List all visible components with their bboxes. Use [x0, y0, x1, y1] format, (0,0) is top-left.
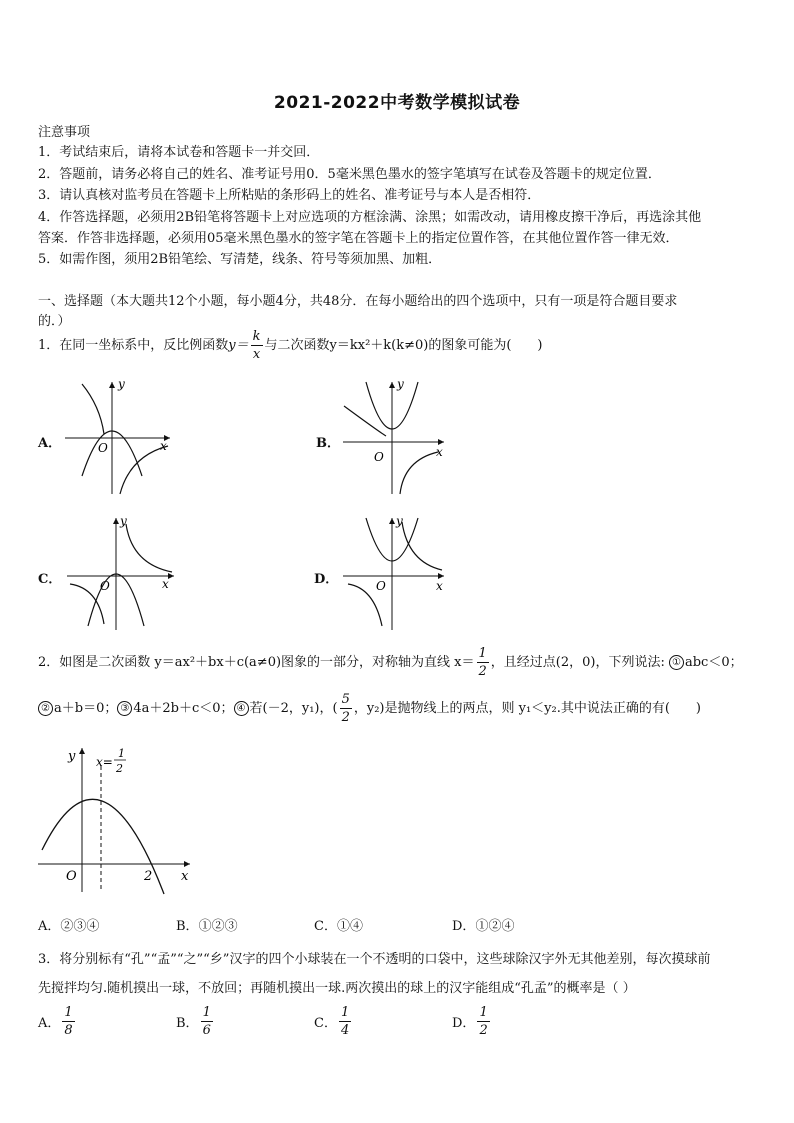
q3-choice-d-label: D． [452, 1016, 476, 1031]
q2-choice-c-label: C． [314, 919, 337, 934]
q2-stem-line2 [38, 693, 701, 724]
q3-b-num: 1 [202, 1005, 211, 1020]
y-label: y [120, 514, 127, 528]
q3-choice-b[interactable] [176, 1006, 215, 1037]
q2-s1: abc＜0； [684, 655, 743, 670]
notice-heading: 注意事项 [38, 125, 91, 140]
q2-choice-a-label: A． [38, 919, 61, 934]
q2-prefix: 2．如图是二次函数 y＝ax²＋bx＋c(a≠0)图象的一部分，对称轴为直线 x＝ [38, 655, 475, 670]
q1-graph-c[interactable] [62, 514, 182, 634]
section-heading: 一、选择题（本大题共12个小题，每小题4分，共48分．在每小题给出的四个选项中，只有一项是符合题目要求 [38, 294, 678, 309]
notice-item-4: 4．作答选择题，必须用2B铅笔将答题卡上对应选项的方框涂满、涂黑；如需改动，请用橡皮擦干净后，再选涂其他 [38, 210, 702, 225]
q2-choice-c[interactable] [314, 915, 363, 934]
y-arrow [79, 748, 85, 754]
origin-label: O [66, 869, 77, 884]
q3-a-den: 8 [64, 1023, 73, 1038]
q3-a-num: 1 [64, 1005, 73, 1020]
q2-s5: ，y₂)是抛物线上的两点，则 y₁＜y₂.其中说法正确的有( ) [353, 701, 701, 716]
origin-label: O [376, 579, 386, 593]
q3-choice-b-frac [201, 1006, 213, 1037]
q1-graph-d[interactable] [338, 514, 450, 634]
x-arrow [184, 861, 190, 867]
q2-choice-d-value: ①②④ [475, 919, 515, 934]
q2-s2: a＋b＝0； [54, 701, 118, 716]
x-label: x [436, 445, 443, 459]
notice-item-4-cont: 答案．作答非选择题，必须用05毫米黑色墨水的签字笔在答题卡上的指定位置作答，在其他位置作答一律无效． [38, 231, 679, 246]
q2-stem-line1 [38, 647, 743, 678]
y-arrow [389, 382, 395, 388]
y-label: y [396, 514, 403, 528]
q1-graph-b[interactable] [338, 376, 450, 498]
circle-3-icon: ③ [117, 701, 132, 716]
q3-stem-line1: 3．将分别标有“孔”“孟”“之”“乡”汉字的四个小球装在一个不透明的口袋中，这些球除汉字外无其他差别，每次摸球前 [38, 952, 711, 967]
q2-choice-b-value: ①②③ [198, 919, 238, 934]
hyperbola-branch-1 [82, 384, 104, 434]
q2-choice-d[interactable] [452, 915, 514, 934]
q2-frac-five-halves [340, 693, 352, 724]
q1-frac-num: k [252, 329, 261, 344]
q3-b-den: 6 [202, 1023, 211, 1038]
y-label: y [118, 377, 125, 391]
hyperbola-branch-2 [126, 524, 172, 572]
q2-frac1-num: 1 [478, 646, 487, 661]
q2-choice-b-label: B． [176, 919, 199, 934]
q3-choice-b-label: B． [176, 1016, 199, 1031]
q3-choice-d[interactable] [452, 1006, 492, 1037]
q2-s3: 4a＋2b＋c＜0； [133, 701, 234, 716]
q3-choice-c-label: C． [314, 1016, 337, 1031]
q2-choice-a-value: ②③④ [60, 919, 100, 934]
q1-graph-a[interactable] [60, 376, 180, 498]
x-label: x [162, 577, 169, 591]
symmetry-label: x= [96, 755, 113, 769]
notice-item-3: 3．请认真核对监考员在答题卡上所粘贴的条形码上的姓名、准考证号与本人是否相符． [38, 188, 541, 203]
hyperbola-branch-2 [400, 452, 438, 494]
hyperbola-branch-2 [120, 446, 168, 494]
q2-mid: ，且经过点(2，0)，下列说法: [490, 655, 669, 670]
origin-label: O [100, 579, 110, 593]
q2-s4: 若(－2，y₁)，( [249, 701, 338, 716]
notice-item-1: 1．考试结束后，请将本试卷和答题卡一并交回． [38, 145, 320, 160]
y-arrow [109, 382, 115, 388]
q1-option-a-label[interactable]: A． [38, 436, 62, 451]
q3-choice-c[interactable] [314, 1006, 353, 1037]
y-label: y [68, 749, 76, 764]
symmetry-num: 1 [118, 747, 125, 760]
q1-option-c-label[interactable]: C． [38, 572, 62, 587]
circle-4-icon: ④ [234, 701, 249, 716]
q3-choice-d-frac [477, 1006, 489, 1037]
q1-option-d-label[interactable]: D． [314, 572, 339, 587]
q1-prefix: 1．在同一坐标系中，反比例函数 [38, 338, 229, 353]
x-label: x [436, 579, 443, 593]
origin-label: O [98, 441, 108, 455]
q2-parabola-graph [34, 740, 194, 896]
hyperbola-branch-1 [70, 584, 104, 624]
q2-choice-a[interactable] [38, 915, 99, 934]
q3-d-den: 2 [479, 1023, 488, 1038]
y-label: y [397, 377, 404, 391]
q2-frac-half [477, 647, 489, 678]
y-arrow [113, 518, 119, 524]
y-arrow [389, 518, 395, 524]
q3-choice-a-frac [62, 1006, 74, 1037]
section-heading-cont: 的．） [38, 314, 71, 329]
q1-y-eq: y＝ [228, 338, 249, 353]
q2-choice-b[interactable] [176, 915, 238, 934]
root-label: 2 [144, 869, 153, 884]
q3-choice-a-label: A． [38, 1016, 61, 1031]
q2-frac1-den: 2 [478, 664, 487, 679]
page-title: 2021-2022中考数学模拟试卷 [273, 93, 521, 113]
q1-suffix: 与二次函数y＝kx²＋k(k≠0)的图象可能为( ) [264, 338, 543, 353]
circle-1-icon: ① [669, 655, 684, 670]
q1-fraction [251, 330, 263, 361]
q3-c-den: 4 [340, 1023, 350, 1038]
x-arrow [168, 573, 174, 579]
q2-frac2-den: 2 [341, 710, 350, 725]
origin-label: O [374, 450, 384, 464]
x-label: x [181, 869, 189, 884]
q2-choice-d-label: D． [452, 919, 476, 934]
circle-2-icon: ② [38, 701, 53, 716]
symmetry-den: 2 [116, 762, 123, 775]
q3-stem-line2: 先搅拌均匀.随机摸出一球，不放回；再随机摸出一球.两次摸出的球上的汉字能组成“孔孟”的概率是（ ） [38, 981, 636, 996]
q2-choice-c-value: ①④ [336, 919, 363, 934]
notice-item-5: 5．如需作图，须用2B铅笔绘、写清楚，线条、符号等须加黑、加粗． [38, 252, 442, 267]
q1-stem [38, 330, 543, 361]
q1-option-b-label[interactable]: B． [316, 436, 340, 451]
q1-frac-den: x [252, 347, 261, 362]
q2-frac2-num: 5 [341, 692, 350, 707]
x-label: x [160, 439, 167, 453]
q3-d-num: 1 [479, 1005, 488, 1020]
q3-choice-a[interactable] [38, 1006, 77, 1037]
hyperbola-branch-1 [344, 406, 386, 436]
q3-choice-c-frac [339, 1006, 351, 1037]
notice-item-2: 2．答题前，请务必将自己的姓名、准考证号用0．5毫米黑色墨水的签字笔填写在试卷及答题卡的规定位置． [38, 167, 661, 182]
q3-c-num: 1 [340, 1005, 350, 1020]
